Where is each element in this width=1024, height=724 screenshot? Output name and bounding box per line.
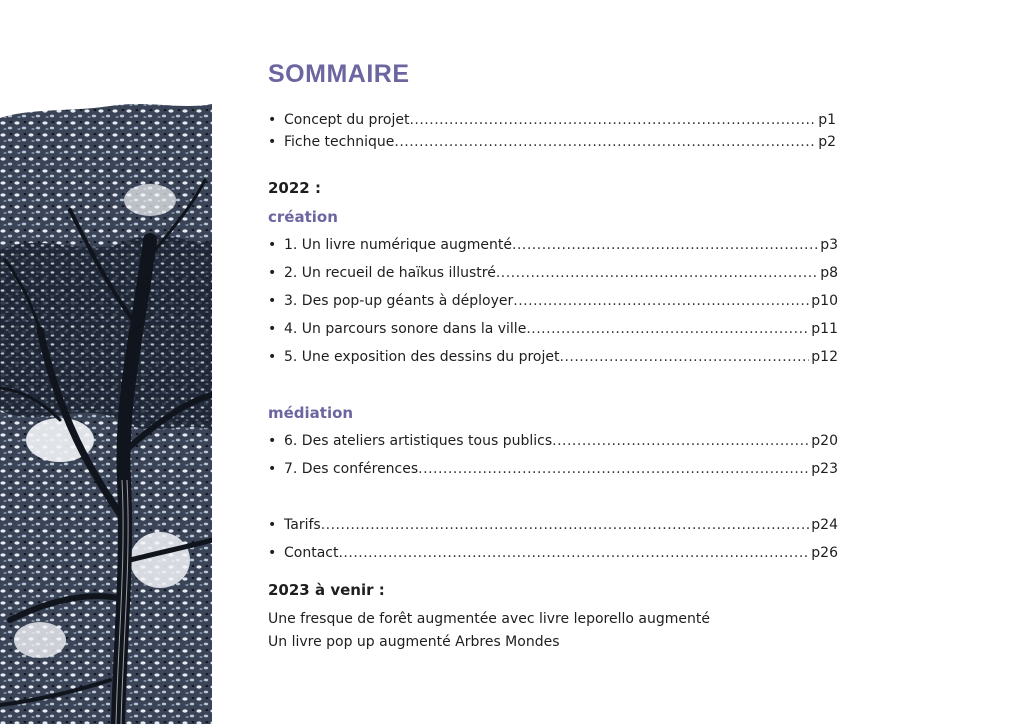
toc-entry-page: p3: [820, 237, 838, 253]
bullet: •: [268, 293, 277, 309]
tree-drawing-icon: [0, 0, 212, 724]
toc-entry-livre[interactable]: [268, 235, 838, 255]
toc-entry-page: p11: [811, 321, 838, 337]
table-of-contents: [268, 58, 848, 650]
toc-entry-page: p1: [818, 112, 836, 128]
toc-entry-page: p10: [811, 293, 838, 309]
toc-entry-label: Concept du projet: [284, 112, 410, 128]
toc-entry-label: 6. Des ateliers artistiques tous publics: [284, 433, 553, 449]
toc-entry-page: p8: [820, 265, 838, 281]
bullet: •: [268, 112, 277, 128]
toc-entry-page: p23: [811, 461, 838, 477]
bullet: •: [268, 349, 277, 365]
bullet: •: [268, 237, 277, 253]
toc-entry-contact[interactable]: [268, 543, 838, 563]
year-2023-heading: 2023 à venir :: [268, 581, 385, 599]
toc-entry-tarifs[interactable]: [268, 515, 838, 535]
toc-entry-page: p24: [811, 517, 838, 533]
tree-illustration: [0, 0, 212, 724]
bullet: •: [268, 433, 277, 449]
dot-leader: [338, 543, 809, 563]
bullet: •: [268, 545, 277, 561]
bullet: •: [268, 321, 277, 337]
toc-entry-fiche[interactable]: [268, 132, 836, 152]
toc-entry-popup[interactable]: [268, 291, 838, 311]
dot-leader: [409, 110, 816, 130]
dot-leader: [552, 431, 809, 451]
toc-entry-label: 1. Un livre numérique augmenté: [284, 237, 512, 253]
bullet: •: [268, 461, 277, 477]
upcoming-item: Un livre pop up augmenté Arbres Mondes: [268, 634, 560, 650]
toc-entry-concept[interactable]: [268, 110, 836, 130]
toc-entry-label: 4. Un parcours sonore dans la ville: [284, 321, 527, 337]
toc-entry-ateliers[interactable]: [268, 431, 838, 451]
dot-leader: [512, 235, 818, 255]
dot-leader: [496, 263, 818, 283]
year-2022-heading: 2022 :: [268, 179, 321, 197]
toc-entry-label: 3. Des pop-up géants à déployer: [284, 293, 514, 309]
toc-entry-page: p26: [811, 545, 838, 561]
toc-entry-parcours[interactable]: [268, 319, 838, 339]
dot-leader: [560, 347, 810, 367]
dot-leader: [394, 132, 816, 152]
bullet: •: [268, 265, 277, 281]
dot-leader: [321, 515, 810, 535]
dot-leader: [526, 319, 809, 339]
toc-entry-page: p20: [811, 433, 838, 449]
section-mediation-heading: médiation: [268, 404, 354, 422]
toc-entry-page: p2: [818, 134, 836, 150]
dot-leader: [418, 459, 809, 479]
toc-entry-label: 7. Des conférences: [284, 461, 419, 477]
dot-leader: [513, 291, 809, 311]
toc-entry-label: 2. Un recueil de haïkus illustré: [284, 265, 496, 281]
toc-entry-label: Tarifs: [284, 517, 321, 533]
section-creation-heading: création: [268, 208, 338, 226]
toc-entry-exposition[interactable]: [268, 347, 838, 367]
toc-entry-label: Contact: [284, 545, 339, 561]
toc-entry-page: p12: [811, 349, 838, 365]
toc-entry-haikus[interactable]: [268, 263, 838, 283]
bullet: •: [268, 517, 277, 533]
bullet: •: [268, 134, 277, 150]
upcoming-item: Une fresque de forêt augmentée avec livre leporello augmenté: [268, 611, 710, 627]
toc-entry-conferences[interactable]: [268, 459, 838, 479]
page-title: SOMMAIRE: [268, 60, 410, 88]
toc-entry-label: Fiche technique: [284, 134, 395, 150]
toc-entry-label: 5. Une exposition des dessins du projet: [284, 349, 560, 365]
